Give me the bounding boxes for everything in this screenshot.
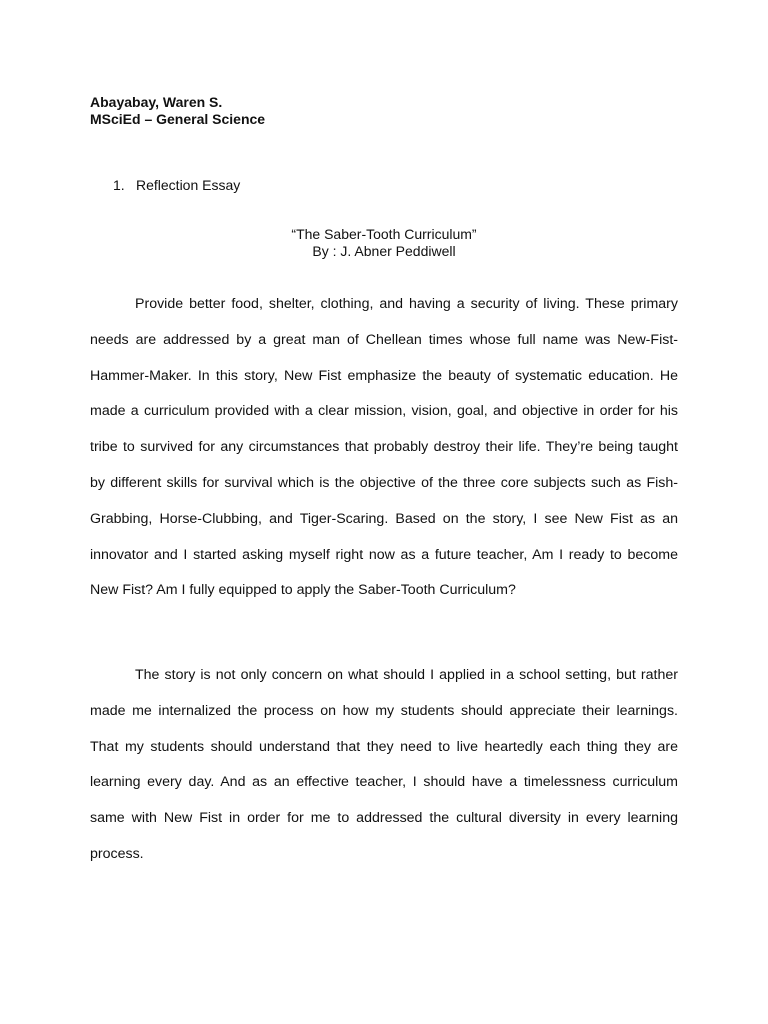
essay-paragraph-1: Provide better food, shelter, clothing, and having a security of living. These primary needs are addressed by a great man of Chellean times whose full name was New-Fist-Hammer-Maker. In this story, New Fist emphasize the beauty of systematic education. He made a curriculum provided with a clear mission, vision, goal, and objective in order for his tribe to survived for any circumstances that probably destroy their life. They’re being taught by different skills for survival which is the objective of the three core subjects such as Fish-Grabbing, Horse-Clubbing, and Tiger-Scaring. Based on the story, I see New Fist as an innovator and I started asking myself right now as a future teacher, Am I ready to become New Fist? Am I fully equipped to apply the Saber-Tooth Curriculum?: [90, 296, 678, 599]
essay-byline: By : J. Abner Peddiwell: [312, 243, 456, 259]
numbered-list-item: [113, 177, 240, 194]
essay-title-block: [90, 226, 678, 260]
document-header: [90, 94, 265, 128]
author-name: Abayabay, Waren S.: [90, 94, 223, 110]
list-label: Reflection Essay: [136, 177, 241, 193]
essay-paragraph-2: The story is not only concern on what should I applied in a school setting, but rather made me internalized the process on how my students should appreciate their learnings. That my students should understand that they need to live heartedly each thing they are learning every day. And as an effective teacher, I should have a timelessness curriculum same with New Fist in order for me to addressed the cultural diversity in every learning process.: [90, 667, 678, 862]
essay-title: “The Saber-Tooth Curriculum”: [291, 226, 477, 242]
list-number: 1.: [113, 177, 125, 193]
degree-program: MSciEd – General Science: [90, 111, 266, 127]
